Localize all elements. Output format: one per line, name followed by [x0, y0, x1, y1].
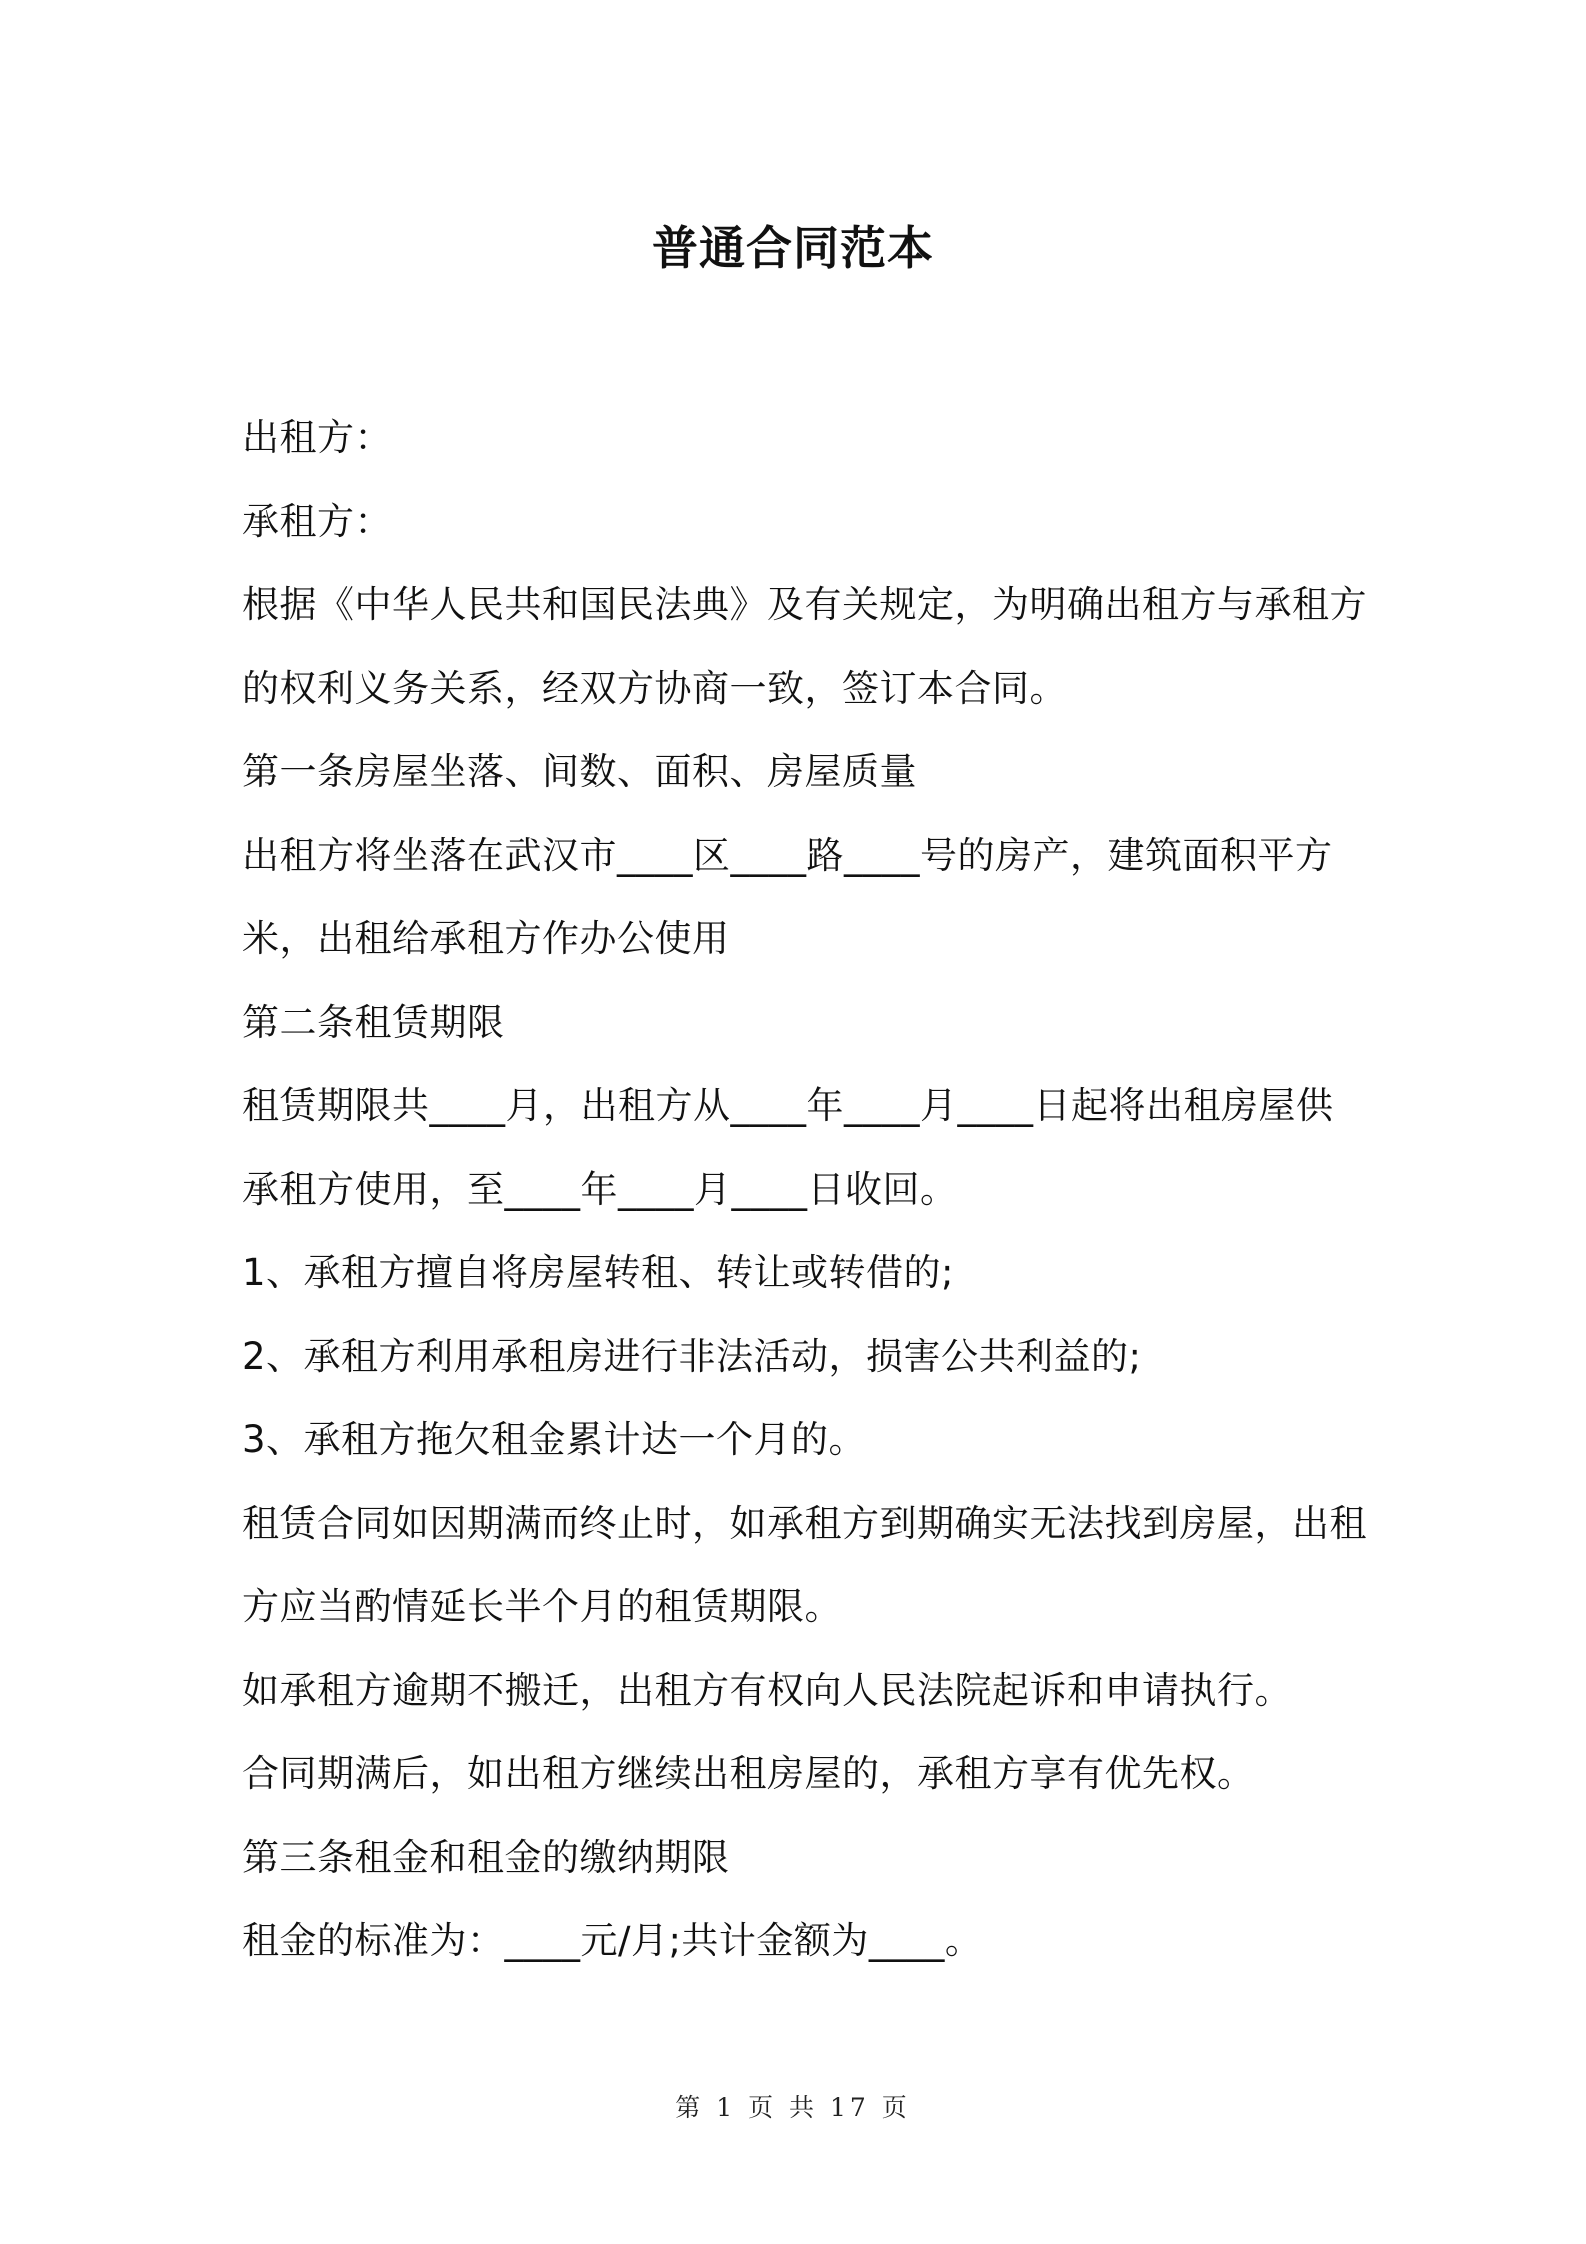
paragraph-line: 承租方：	[242, 499, 392, 543]
paragraph-line: 如承租方逾期不搬迁，出租方有权向人民法院起诉和申请执行。	[242, 1668, 1292, 1712]
section-heading: 第二条租赁期限	[242, 1000, 505, 1044]
section-heading: 第一条房屋坐落、间数、面积、房屋质量	[242, 750, 917, 793]
paragraph-line: 租赁合同如因期满而终止时，如承租方到期确实无法找到房屋，出租	[242, 1501, 1367, 1545]
list-item: 1、承租方擅自将房屋转租、转让或转借的;	[242, 1251, 955, 1294]
paragraph-line: 租金的标准为：____元/月;共计金额为____。	[242, 1919, 983, 1962]
paragraph-line: 的权利义务关系，经双方协商一致，签订本合同。	[242, 666, 1067, 710]
paragraph-line: 合同期满后，如出租方继续出租房屋的，承租方享有优先权。	[242, 1752, 1255, 1795]
list-item: 2、承租方利用承租房进行非法活动，损害公共利益的;	[242, 1334, 1142, 1378]
paragraph-line: 出租方：	[242, 416, 392, 459]
paragraph-line: 根据《中华人民共和国民法典》及有关规定，为明确出租方与承租方	[242, 583, 1367, 626]
paragraph-line: 出租方将坐落在武汉市____区____路____号的房产，建筑面积平方	[242, 833, 1333, 877]
paragraph-line: 方应当酌情延长半个月的租赁期限。	[242, 1585, 842, 1628]
page-footer: 第 1 页 共 17 页	[675, 2093, 911, 2122]
paragraph-line: 承租方使用，至____年____月____日收回。	[242, 1167, 958, 1211]
document-body	[242, 408, 1367, 1995]
section-heading: 第三条租金和租金的缴纳期限	[242, 1835, 730, 1879]
paragraph-line: 米，出租给承租方作办公使用	[242, 917, 730, 960]
list-item: 3、承租方拖欠租金累计达一个月的。	[242, 1418, 867, 1461]
document-title: 普通合同范本	[652, 221, 934, 275]
paragraph-line: 租赁期限共____月，出租方从____年____月____日起将出租房屋供	[242, 1084, 1334, 1127]
